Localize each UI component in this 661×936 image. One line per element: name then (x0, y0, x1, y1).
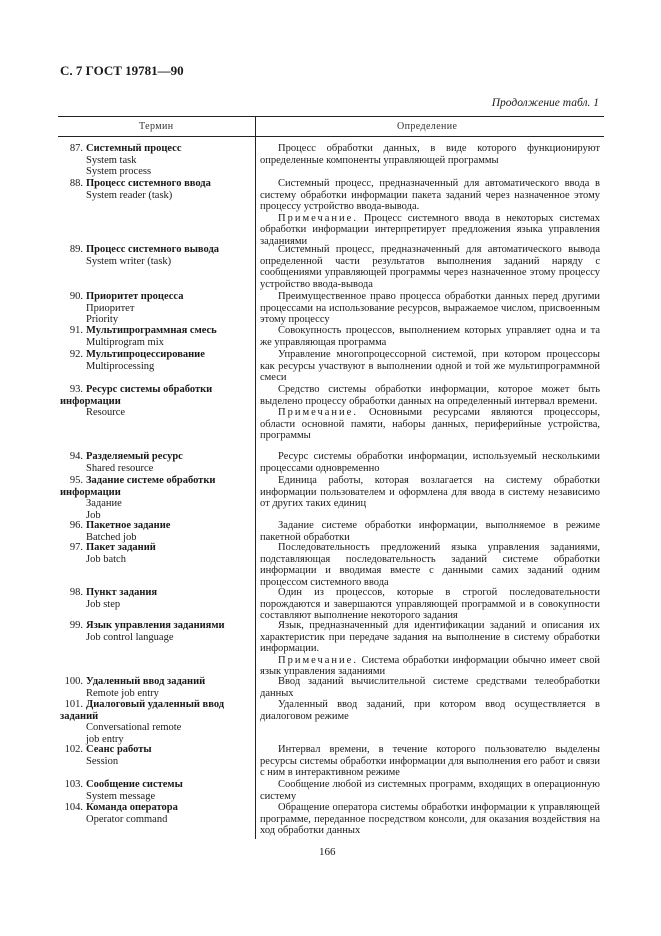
term-number: 89. (69, 244, 83, 255)
definition-cell (260, 744, 600, 779)
definition-text: Интервал времени, в течение которого пользователю выделены ресурсы системы обработки информации для выполнения его работ и связи с ним в интерактивном режиме (260, 744, 600, 778)
definition-cell (260, 802, 600, 837)
term-cell (60, 520, 248, 543)
document-header: С. 7 ГОСТ 19781—90 (60, 63, 184, 78)
term-synonym: Job (86, 509, 101, 521)
term-synonym: Job control language (86, 631, 174, 643)
term-synonym: Resource (86, 407, 126, 418)
term-russian: Процесс системного вывода (86, 244, 220, 255)
term-russian: Задание системе обработки информации (60, 475, 216, 498)
term-number: 99. (69, 620, 83, 631)
term-cell (60, 384, 248, 419)
term-synonym: Shared resource (86, 462, 154, 474)
definition-text: Средство системы обработки информации, которое может быть выделено процессу обработки данных на определенный интервал времени. (260, 384, 600, 407)
term-russian: Удаленный ввод заданий (86, 676, 206, 687)
term-russian: Процесс системного ввода (86, 178, 211, 189)
definition-text: Единица работы, которая возлагается на систему обработки информации пользователем и оформлена для ввода в систему независимо от других таких единиц (260, 475, 600, 509)
term-number: 94. (69, 451, 83, 462)
definition-text: Ресурс системы обработки информации, используемый несколькими процессами одновременно (260, 451, 600, 474)
definition-cell (260, 178, 600, 247)
term-synonym: System process (86, 166, 152, 177)
note-text: Система обработки информации обычно имеет свой язык управления заданиями (260, 654, 601, 677)
definition-cell (260, 779, 600, 802)
definition-cell (260, 384, 600, 442)
definition-note (260, 213, 600, 248)
table-header-rule (58, 136, 604, 137)
term-number: 98. (69, 587, 83, 598)
term-number: 90. (69, 291, 83, 302)
definition-note (260, 407, 600, 442)
term-cell (60, 676, 248, 699)
definition-text: Задание системе обработки информации, выполняемое в режиме пакетной обработки (260, 520, 600, 543)
term-cell (60, 143, 248, 178)
term-synonym: Приоритет (86, 302, 135, 314)
term-number: 92. (69, 349, 83, 360)
definition-cell (260, 699, 600, 722)
definition-cell (260, 349, 600, 384)
definition-text: Процесс обработки данных, в виде которого функционируют определенные компоненты управляющей программы (260, 143, 600, 166)
definition-cell (260, 587, 600, 622)
term-number: 93. (69, 384, 83, 395)
definition-cell (260, 542, 600, 588)
definition-cell (260, 620, 600, 678)
term-number: 103. (64, 779, 83, 790)
term-cell (60, 325, 248, 348)
definition-text: Совокупность процессов, выполнением которых управляет одна и та же управляющая программа (260, 325, 600, 348)
term-russian: Сообщение системы (86, 779, 183, 790)
term-russian: Сеанс работы (86, 744, 152, 755)
term-number: 101. (64, 699, 83, 710)
term-cell (60, 291, 248, 326)
term-synonym: Remote job entry (86, 687, 159, 699)
term-synonym: System writer (task) (86, 255, 172, 267)
note-label: Примечание. (278, 212, 358, 224)
term-number: 87. (69, 143, 83, 154)
term-cell (60, 244, 248, 267)
term-synonym: Operator command (86, 813, 168, 825)
definition-cell (260, 676, 600, 699)
definition-text: Удаленный ввод заданий, при котором ввод осуществляется в диалоговом режиме (260, 699, 600, 722)
definition-text: Ввод заданий вычислительной системе средствами телеобработки данных (260, 676, 600, 699)
definition-text: Язык, предназначенный для идентификации заданий и описания их характеристик при передаче задания на выполнение в систему обработки информации. (260, 620, 600, 654)
term-russian: Команда оператора (86, 802, 178, 813)
term-russian: Приоритет процесса (86, 291, 184, 302)
term-russian: Пункт задания (86, 587, 158, 598)
term-number: 100. (64, 676, 83, 687)
definition-text: Сообщение любой из системных программ, входящих в операционную систему (260, 779, 600, 802)
term-russian: Диалоговый удаленный ввод заданий (60, 699, 225, 722)
term-cell (60, 699, 248, 745)
definition-cell (260, 520, 600, 543)
term-russian: Мультипрограммная смесь (86, 325, 217, 336)
column-header-definition: Определение (397, 121, 458, 132)
column-separator (255, 117, 256, 839)
term-synonym: System reader (task) (86, 189, 173, 201)
term-cell (60, 779, 248, 802)
term-number: 91. (69, 325, 83, 336)
definition-text: Обращение оператора системы обработки информации к управляющей программе, переданное посредством консоли, для оказания воздействия на ход обработки данных (260, 802, 600, 836)
term-synonym: Job batch (86, 553, 126, 565)
term-synonym: Session (86, 755, 119, 767)
term-russian: Ресурс системы обработки информации (60, 384, 213, 407)
term-russian: Разделяемый ресурс (86, 451, 183, 462)
term-number: 104. (64, 802, 83, 813)
term-synonym: System task (86, 154, 137, 166)
definition-cell (260, 475, 600, 510)
definition-text: Преимущественное право процесса обработки данных перед другими процессами на использование ресурсов, выражаемое числом, присвоенным этому процессу (260, 291, 600, 325)
note-text: Процесс системного ввода в некоторых системах обработки информации интерпретирует предложения языка управления заданиями (260, 212, 600, 247)
term-cell (60, 802, 248, 825)
column-header-term: Термин (139, 121, 174, 132)
term-number: 95. (69, 475, 83, 486)
table-top-rule (58, 116, 604, 117)
term-cell (60, 542, 248, 565)
table-continuation-label: Продолжение табл. 1 (491, 97, 599, 109)
term-synonym: Job step (86, 598, 121, 610)
note-label: Примечание. (278, 654, 358, 666)
note-label: Примечание. (278, 407, 358, 418)
term-cell (60, 475, 248, 521)
term-number: 97. (69, 542, 83, 553)
definition-cell (260, 143, 600, 166)
page-number: 166 (319, 846, 336, 858)
term-number: 88. (69, 178, 83, 189)
term-synonym: job entry (86, 733, 124, 745)
term-cell (60, 178, 248, 201)
term-number: 96. (69, 520, 83, 531)
term-russian: Пакет заданий (86, 542, 156, 553)
term-cell (60, 587, 248, 610)
note-text: Основными ресурсами являются процессоры, области основной памяти, наборы данных, периферийные устройства, программы (260, 407, 600, 441)
term-synonym: System message (86, 790, 156, 802)
definition-cell (260, 244, 600, 290)
definition-text: Один из процессов, которые в строгой последовательности порождаются и завершаются управляющей программой и в совокупности составляют выполнение некоторого задания (260, 587, 600, 621)
definition-cell (260, 291, 600, 326)
definition-text: Системный процесс, предназначенный для автоматического ввода в систему обработки информации пакета заданий через назначенное этому процессу устройство ввода-вывода. (260, 178, 600, 212)
term-cell (60, 349, 248, 372)
definition-cell (260, 451, 600, 474)
definition-note (260, 655, 600, 678)
term-cell (60, 620, 248, 643)
term-synonym: Batched job (86, 531, 137, 543)
term-russian: Пакетное задание (86, 520, 171, 531)
term-russian: Системный процесс (86, 143, 182, 154)
term-cell (60, 451, 248, 474)
definition-text: Последовательность предложений языка управления заданиями, подставляющая последовательность заданий системе обработки информации и вводимая вместе с данными самих заданий одним процессом системного ввода (260, 542, 600, 588)
definition-text: Системный процесс, предназначенный для автоматического вывода определенной части результатов выполнения заданий наряду с сообщениями управляющей программы через назначенное этому процессу устройство ввода-вывода (260, 244, 600, 290)
term-russian: Мультипроцессирование (86, 349, 205, 360)
term-number: 102. (64, 744, 83, 755)
term-synonym: Conversational remote (86, 722, 182, 733)
term-cell (60, 744, 248, 767)
definition-text: Управление многопроцессорной системой, при котором процессоры как ресурсы участвуют в выполнении одной и той же мультипрограммной смеси (260, 349, 600, 383)
term-synonym: Multiprocessing (86, 360, 155, 372)
term-synonym: Multiprogram mix (86, 336, 164, 348)
definition-cell (260, 325, 600, 348)
term-synonym: Priority (86, 314, 119, 325)
term-synonym: Задание (86, 498, 122, 509)
term-russian: Язык управления заданиями (86, 620, 225, 631)
